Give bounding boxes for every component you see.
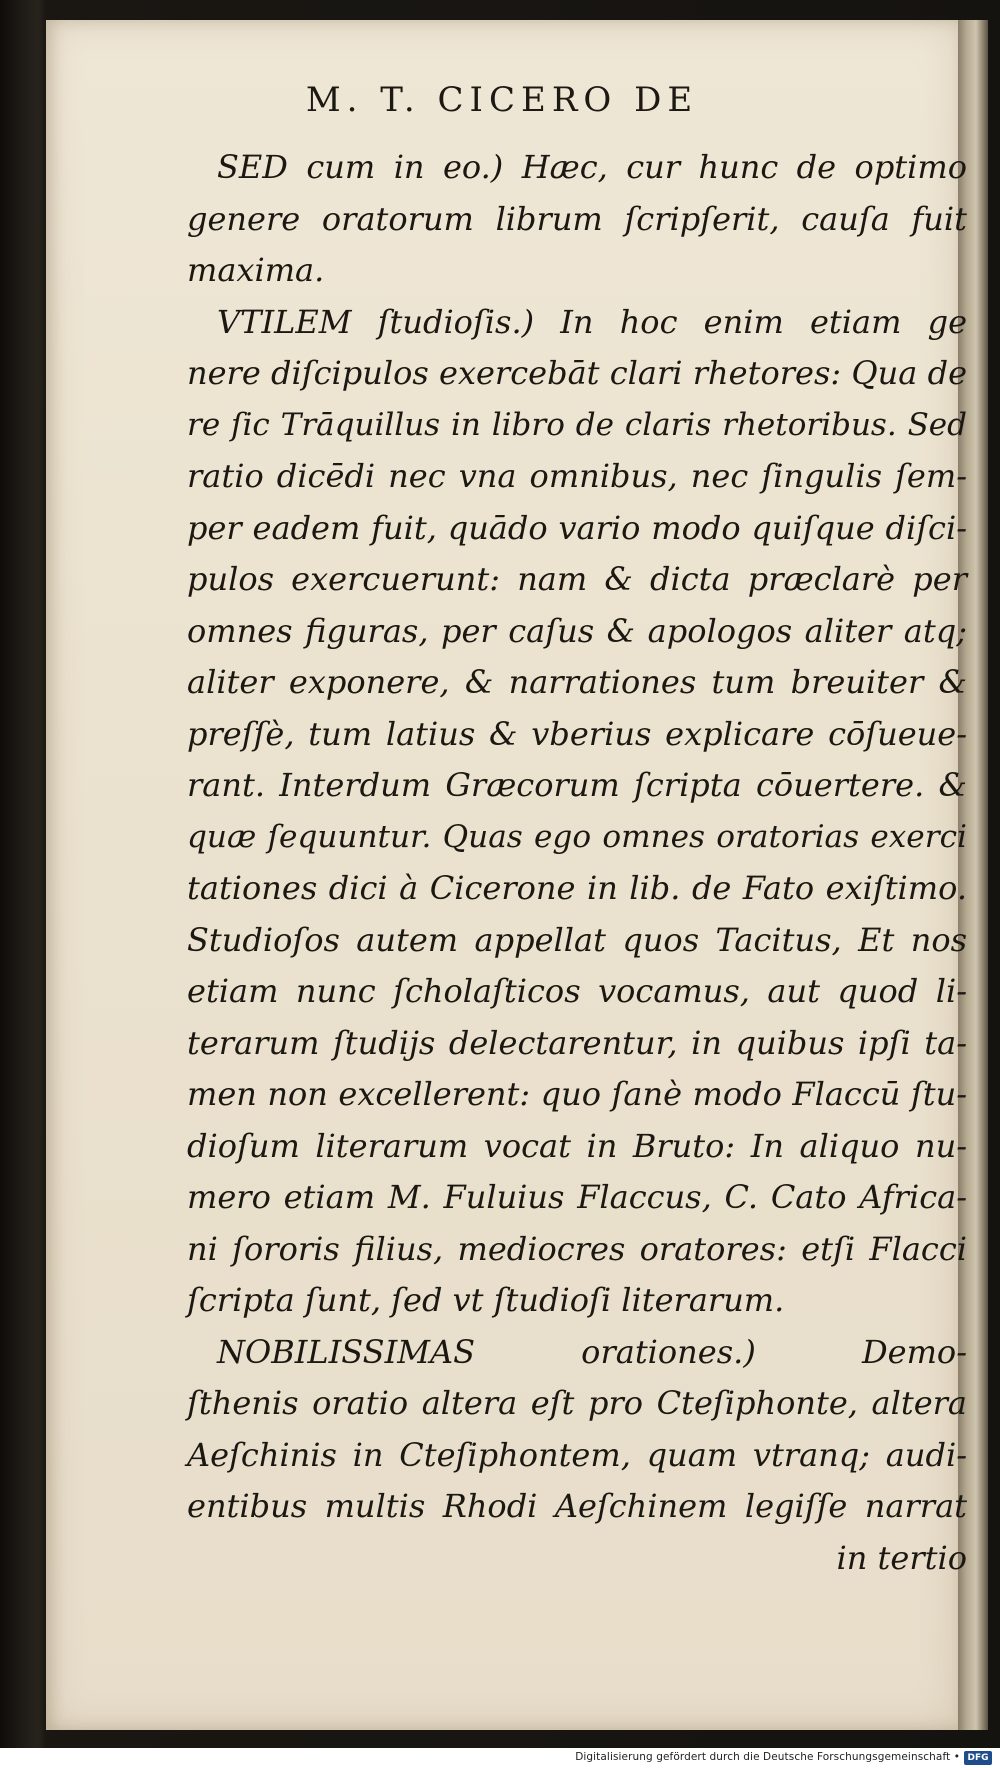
text-line: tationes dici à Cicerone in lib. de Fato exiſtimo. [187,869,967,907]
text-line: aliter exponere, & narrationes tum breuiter & [187,663,967,701]
text-line: Aeſchinis in Cteſiphontem, quam vtranq; audi- [187,1435,967,1474]
text-line: maxima. [187,251,325,289]
text-line: etiam nunc ſcholaſticos vocamus, aut quod li- [187,972,967,1010]
text-line: VTILEM ſtudioſis.) In hoc enim etiam ge [217,302,967,341]
running-header: M. T. CICERO DE [305,80,699,120]
commentary-text [187,142,967,1584]
text-line: mero etiam M. Fuluius Flaccus, C. Cato Africa- [187,1178,967,1216]
text-line: Studioſos autem appellat quos Tacitus, Et nos [187,920,967,959]
text-line: terarum ſtudijs delectarentur, in quibus ipſi ta- [187,1023,967,1062]
text-line: omnes figuras, per caſus & apologos aliter atq; [187,611,967,650]
text-line: rant. Interdum Græcorum ſcripta cōuertere. & [187,766,967,804]
text-line: genere oratorum librum ſcripſerit, cauſa fuit [187,199,967,238]
text-line: ni ſororis filius, mediocres oratores: etſi Flacci [187,1229,967,1268]
text-line: in tertio [836,1538,967,1577]
text-line: nere diſcipulos exercebāt clari rhetores: Qua de [187,354,967,392]
text-line: men non excellerent: quo ſanè modo Flaccū ſtu- [187,1075,967,1113]
text-line: dioſum literarum vocat in Bruto: In aliquo nu- [187,1126,967,1165]
funding-credit: Digitalisierung gefördert durch die Deutsche Forschungsgemeinschaft • [575,1751,960,1763]
text-line: ratio dicēdi nec vna omnibus, nec ſingulis ſem- [187,457,967,495]
dfg-logo-icon: DFG [964,1751,992,1765]
text-line: per eadem fuit, quādo vario modo quiſque diſci- [187,508,967,547]
text-line: entibus multis Rhodi Aeſchinem legiſſe narrat [187,1487,967,1525]
text-line: ſthenis oratio altera eſt pro Cteſiphonte, altera [187,1384,967,1422]
text-line: pulos exercuerunt: nam & dicta præclarè per [187,560,967,598]
text-line: SED cum in eo.) Hæc, cur hunc de optimo [217,148,967,186]
text-line: quæ ſequuntur. Quas ego omnes oratorias exerci [187,818,967,855]
text-line: preſſè, tum latius & vberius explicare cōſueue- [187,714,967,753]
text-line: NOBILISSIMAS orationes.) Demo- [217,1332,967,1371]
text-line: re ſic Trāquillus in libro de claris rhetoribus. Sed [187,406,967,443]
text-line: ſcripta ſunt, ſed vt ſtudioſi literarum. [187,1281,785,1319]
